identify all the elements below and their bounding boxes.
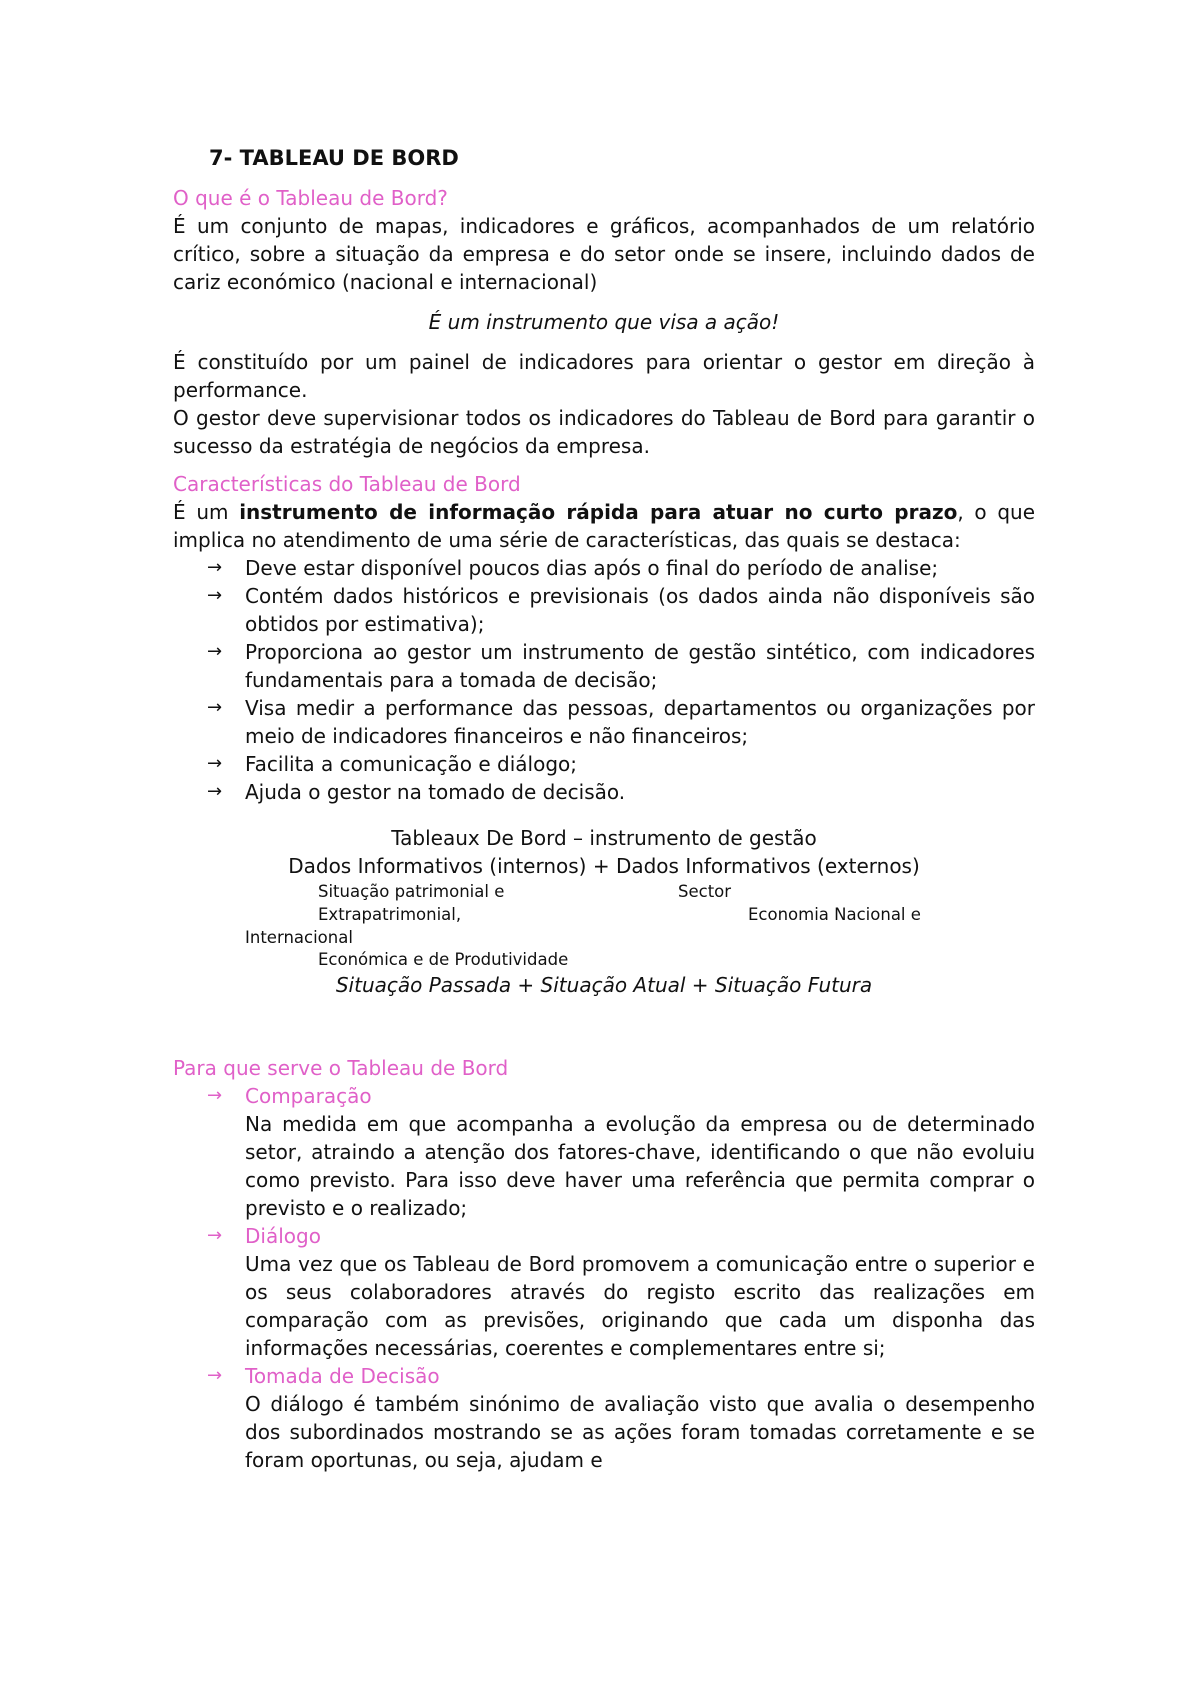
diagram-external-1: Sector xyxy=(678,882,732,901)
list-item xyxy=(207,582,1035,638)
section-heading-purpose: Para que serve o Tableau de Bord xyxy=(173,1056,509,1080)
intro-bold: instrumento de informação rápida para atuar no curto prazo xyxy=(239,500,958,524)
arrow-icon: → xyxy=(207,697,223,718)
arrow-icon: → xyxy=(207,585,223,606)
arrow-icon: → xyxy=(207,1365,223,1386)
arrow-icon: → xyxy=(207,1085,223,1106)
arrow-icon: → xyxy=(207,1225,223,1246)
arrow-icon: → xyxy=(207,641,223,662)
section-heading-what-is: O que é o Tableau de Bord? xyxy=(173,186,448,210)
quote-line: É um instrumento que visa a ação! xyxy=(428,310,780,334)
diagram-title-line: Tableaux De Bord – instrumento de gestão xyxy=(391,826,817,850)
diagram-internal-1: Situação patrimonial e xyxy=(318,882,505,901)
paragraph-characteristics-intro xyxy=(173,498,1035,554)
list-item-text: Ajuda o gestor na tomado de decisão. xyxy=(245,780,626,804)
tableau-diagram xyxy=(173,824,1035,997)
paragraph-supervise: O gestor deve supervisionar todos os indicadores do Tableau de Bord para garantir o sucesso da estratégia de negócios da empresa. xyxy=(173,406,1035,458)
diagram-external-2: Economia Nacional e xyxy=(748,905,921,924)
purpose-text: Uma vez que os Tableau de Bord promovem a comunicação entre o superior e os seus colaboradores através do registo escrito das realizações em comparação com as previsões, originando que cada um disponha das informações necessárias, coerentes e complementares entre si; xyxy=(245,1252,1035,1360)
diagram-internal-2: Extrapatrimonial, xyxy=(318,905,462,924)
diagram-internal-3: Económica e de Produtividade xyxy=(318,950,569,969)
purpose-label: Comparação xyxy=(245,1084,372,1108)
arrow-icon: → xyxy=(207,781,223,802)
list-item xyxy=(207,1082,1035,1222)
purpose-label: Diálogo xyxy=(245,1224,321,1248)
paragraph-constituted: É constituído por um painel de indicadores para orientar o gestor em direção à performance. xyxy=(173,350,1035,402)
list-item xyxy=(207,694,1035,750)
intro-pre: É um xyxy=(173,500,240,524)
list-item xyxy=(207,778,1035,806)
list-item xyxy=(207,750,1035,778)
purpose-text: Na medida em que acompanha a evolução da empresa ou de determinado setor, atraindo a atenção dos fatores-chave, identificando o que não evoluiu como previsto. Para isso deve haver uma referência que permita comprar o previsto e o realizado; xyxy=(245,1112,1035,1220)
list-item-text: Proporciona ao gestor um instrumento de gestão sintético, com indicadores fundamentais para a tomada de decisão; xyxy=(245,640,1035,692)
document-content xyxy=(173,144,1035,1474)
paragraph-definition: É um conjunto de mapas, indicadores e gráficos, acompanhados de um relatório crítico, sobre a situação da empresa e do setor onde se insere, incluindo dados de cariz económico (nacional e internacional) xyxy=(173,214,1035,294)
list-item xyxy=(207,1362,1035,1474)
diagram-data-sources-line: Dados Informativos (internos) + Dados Informativos (externos) xyxy=(288,854,920,878)
diagram-external-3: Internacional xyxy=(245,928,353,947)
section-heading-characteristics: Características do Tableau de Bord xyxy=(173,472,521,496)
arrow-icon: → xyxy=(207,557,223,578)
intro-post: , o que implica no atendimento de uma série de características, das quais se destaca: xyxy=(173,500,1035,552)
list-item xyxy=(207,1222,1035,1362)
page-title: 7- TABLEAU DE BORD xyxy=(209,146,459,170)
list-item-text: Deve estar disponível poucos dias após o final do período de analise; xyxy=(245,556,939,580)
purpose-label: Tomada de Decisão xyxy=(245,1364,440,1388)
purpose-list xyxy=(173,1082,1035,1474)
list-item-text: Visa medir a performance das pessoas, departamentos ou organizações por meio de indicadores financeiros e não financeiros; xyxy=(245,696,1035,748)
characteristics-list xyxy=(173,554,1035,806)
list-item-text: Facilita a comunicação e diálogo; xyxy=(245,752,578,776)
purpose-text: O diálogo é também sinónimo de avaliação visto que avalia o desempenho dos subordinados mostrando se as ações foram tomadas corretamente e se foram oportunas, ou seja, ajudam e xyxy=(245,1392,1035,1472)
list-item xyxy=(207,554,1035,582)
list-item xyxy=(207,638,1035,694)
list-item-text: Contém dados históricos e previsionais (os dados ainda não disponíveis são obtidos por estimativa); xyxy=(245,584,1035,636)
diagram-situation-line: Situação Passada + Situação Atual + Situação Futura xyxy=(335,973,873,997)
arrow-icon: → xyxy=(207,753,223,774)
